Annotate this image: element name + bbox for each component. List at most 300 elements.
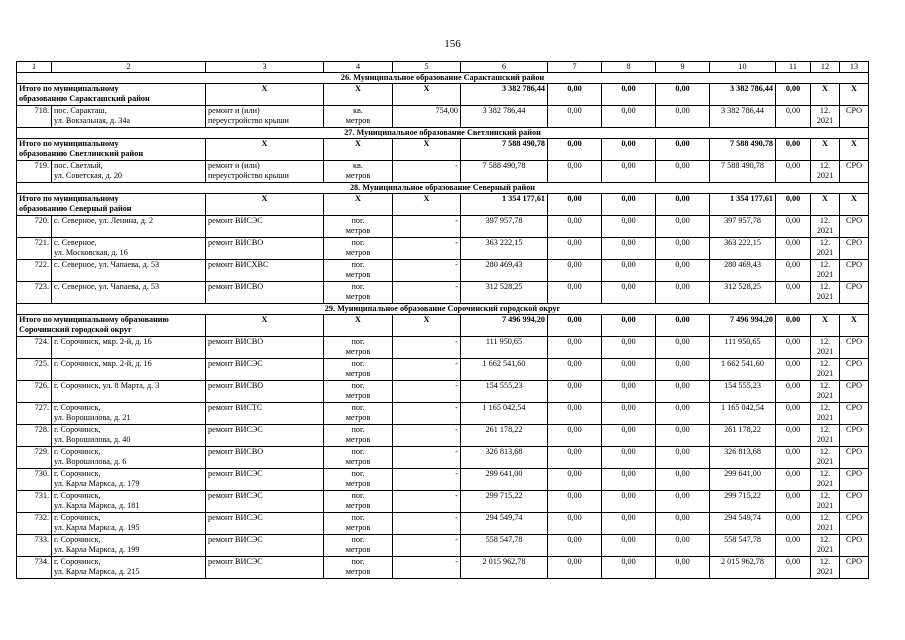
row-fund: 0,00 bbox=[548, 216, 602, 238]
column-number: 1 bbox=[17, 62, 52, 73]
row-owners: 294 549,74 bbox=[710, 513, 776, 535]
table-row bbox=[17, 491, 869, 513]
row-cost: 294 549,74 bbox=[461, 513, 548, 535]
row-deadline-line1: 12. bbox=[819, 106, 831, 115]
row-deadline bbox=[811, 238, 840, 260]
row-unit-line1: пог. bbox=[351, 535, 365, 544]
row-owners: 3 382 786,44 bbox=[710, 106, 776, 128]
row-address bbox=[52, 216, 206, 238]
total-fund: 0,00 bbox=[548, 315, 602, 337]
row-local: 0,00 bbox=[656, 238, 710, 260]
row-fund: 0,00 bbox=[548, 359, 602, 381]
row-address bbox=[52, 535, 206, 557]
row-address bbox=[52, 106, 206, 128]
row-unit bbox=[324, 106, 393, 128]
row-work-type-line1: ремонт ВИСЭС bbox=[208, 491, 263, 500]
row-address bbox=[52, 425, 206, 447]
row-deadline-line2: 2021 bbox=[816, 292, 834, 301]
row-address-line2: ул. Карла Маркса, д. 215 bbox=[54, 567, 140, 576]
row-deadline-line2: 2021 bbox=[816, 171, 834, 180]
total-method: X bbox=[840, 315, 869, 337]
row-other: 0,00 bbox=[776, 238, 811, 260]
row-method: СРО bbox=[840, 535, 869, 557]
total-unit: X bbox=[324, 139, 393, 161]
table-row bbox=[17, 557, 869, 579]
row-work-type bbox=[206, 260, 324, 282]
row-number: 725. bbox=[17, 359, 52, 381]
row-cost: 397 957,78 bbox=[461, 216, 548, 238]
row-regional: 0,00 bbox=[602, 216, 656, 238]
table-row bbox=[17, 381, 869, 403]
total-owners: 3 382 786,44 bbox=[710, 84, 776, 106]
row-regional: 0,00 bbox=[602, 238, 656, 260]
total-cost: 3 382 786,44 bbox=[461, 84, 548, 106]
row-work-type-line1: ремонт ВИСВО bbox=[208, 337, 264, 346]
row-other: 0,00 bbox=[776, 469, 811, 491]
row-deadline-line2: 2021 bbox=[816, 501, 834, 510]
row-work-type-line1: ремонт ВИСВО bbox=[208, 282, 264, 291]
row-address-line1: г. Сорочинск, bbox=[54, 403, 101, 412]
row-other: 0,00 bbox=[776, 557, 811, 579]
row-address-line2: ул. Вокзальная, д. 34а bbox=[54, 116, 131, 125]
row-fund: 0,00 bbox=[548, 425, 602, 447]
total-volume: X bbox=[393, 139, 461, 161]
row-owners: 326 813,68 bbox=[710, 447, 776, 469]
row-unit-line2: метров bbox=[345, 479, 371, 488]
row-volume: - bbox=[393, 216, 461, 238]
total-work: X bbox=[206, 139, 324, 161]
row-method: СРО bbox=[840, 381, 869, 403]
row-unit bbox=[324, 337, 393, 359]
row-fund: 0,00 bbox=[548, 238, 602, 260]
row-unit-line2: метров bbox=[345, 413, 371, 422]
row-regional: 0,00 bbox=[602, 161, 656, 183]
row-unit-line2: метров bbox=[345, 226, 371, 235]
section-title-row bbox=[17, 73, 869, 84]
row-address-line2: ул. Советская, д. 20 bbox=[54, 171, 123, 180]
total-deadline: X bbox=[811, 139, 840, 161]
row-unit-line1: пог. bbox=[351, 337, 365, 346]
row-address-line1: с. Северное, ул. Ленина, д. 2 bbox=[54, 216, 154, 225]
row-deadline-line1: 12. bbox=[819, 513, 831, 522]
row-owners: 280 469,43 bbox=[710, 260, 776, 282]
row-address-line1: с. Северное, ул. Чапаева, д. 53 bbox=[54, 282, 160, 291]
row-fund: 0,00 bbox=[548, 403, 602, 425]
row-local: 0,00 bbox=[656, 469, 710, 491]
total-name bbox=[17, 315, 206, 337]
row-number: 720. bbox=[17, 216, 52, 238]
row-other: 0,00 bbox=[776, 216, 811, 238]
row-method: СРО bbox=[840, 106, 869, 128]
row-cost: 299 715,22 bbox=[461, 491, 548, 513]
total-volume: X bbox=[393, 194, 461, 216]
row-unit-line2: метров bbox=[345, 270, 371, 279]
row-address-line2: ул. Карла Маркса, д. 195 bbox=[54, 523, 140, 532]
row-address bbox=[52, 381, 206, 403]
row-fund: 0,00 bbox=[548, 106, 602, 128]
total-owners: 1 354 177,61 bbox=[710, 194, 776, 216]
table-row bbox=[17, 425, 869, 447]
row-unit-line1: пог. bbox=[351, 513, 365, 522]
row-work-type-line1: ремонт ВИСЭС bbox=[208, 557, 263, 566]
column-number: 13 bbox=[840, 62, 869, 73]
row-deadline-line1: 12. bbox=[819, 359, 831, 368]
row-volume: - bbox=[393, 238, 461, 260]
row-work-type-line1: ремонт ВИСВО bbox=[208, 381, 264, 390]
row-unit-line1: пог. bbox=[351, 359, 365, 368]
row-work-type bbox=[206, 359, 324, 381]
row-owners: 312 528,25 bbox=[710, 282, 776, 304]
row-other: 0,00 bbox=[776, 491, 811, 513]
row-regional: 0,00 bbox=[602, 282, 656, 304]
row-work-type-line1: ремонт ВИСТС bbox=[208, 403, 263, 412]
row-deadline-line1: 12. bbox=[819, 491, 831, 500]
total-regional: 0,00 bbox=[602, 139, 656, 161]
row-address-line1: с. Северное, bbox=[54, 238, 97, 247]
row-number: 724. bbox=[17, 337, 52, 359]
row-address bbox=[52, 513, 206, 535]
row-other: 0,00 bbox=[776, 337, 811, 359]
total-deadline: X bbox=[811, 194, 840, 216]
row-deadline-line2: 2021 bbox=[816, 567, 834, 576]
row-owners: 1 165 042,54 bbox=[710, 403, 776, 425]
row-address bbox=[52, 260, 206, 282]
row-volume: - bbox=[393, 491, 461, 513]
row-deadline bbox=[811, 359, 840, 381]
row-cost: 7 588 490,78 bbox=[461, 161, 548, 183]
column-number: 10 bbox=[710, 62, 776, 73]
row-volume: - bbox=[393, 425, 461, 447]
row-cost: 326 813,68 bbox=[461, 447, 548, 469]
table-row bbox=[17, 106, 869, 128]
row-address bbox=[52, 282, 206, 304]
row-address-line1: г. Сорочинск, bbox=[54, 447, 101, 456]
row-local: 0,00 bbox=[656, 381, 710, 403]
page-number: 156 bbox=[444, 38, 461, 50]
row-unit-line2: метров bbox=[345, 116, 371, 125]
row-work-type bbox=[206, 557, 324, 579]
row-deadline-line2: 2021 bbox=[816, 479, 834, 488]
column-number: 3 bbox=[206, 62, 324, 73]
row-unit bbox=[324, 425, 393, 447]
row-address-line1: г. Сорочинск, ул. 8 Марта, д. 3 bbox=[54, 381, 160, 390]
row-method: СРО bbox=[840, 469, 869, 491]
table-row bbox=[17, 337, 869, 359]
row-address bbox=[52, 447, 206, 469]
row-deadline-line1: 12. bbox=[819, 337, 831, 346]
row-volume: - bbox=[393, 337, 461, 359]
row-owners: 154 555,23 bbox=[710, 381, 776, 403]
table-row bbox=[17, 238, 869, 260]
total-local: 0,00 bbox=[656, 315, 710, 337]
total-name-line1: Итого по муниципальному bbox=[19, 194, 119, 203]
row-volume: - bbox=[393, 447, 461, 469]
row-volume: 754,00 bbox=[393, 106, 461, 128]
total-work: X bbox=[206, 194, 324, 216]
total-other: 0,00 bbox=[776, 139, 811, 161]
row-other: 0,00 bbox=[776, 425, 811, 447]
row-other: 0,00 bbox=[776, 535, 811, 557]
row-local: 0,00 bbox=[656, 337, 710, 359]
section-title: 26. Муниципальное образование Саракташский район bbox=[17, 73, 869, 84]
row-cost: 363 222,15 bbox=[461, 238, 548, 260]
row-method: СРО bbox=[840, 238, 869, 260]
total-regional: 0,00 bbox=[602, 315, 656, 337]
row-deadline-line2: 2021 bbox=[816, 523, 834, 532]
row-unit bbox=[324, 260, 393, 282]
column-number: 11 bbox=[776, 62, 811, 73]
row-work-type bbox=[206, 337, 324, 359]
total-name bbox=[17, 84, 206, 106]
row-local: 0,00 bbox=[656, 447, 710, 469]
row-deadline bbox=[811, 161, 840, 183]
total-fund: 0,00 bbox=[548, 139, 602, 161]
row-unit-line1: пог. bbox=[351, 260, 365, 269]
row-regional: 0,00 bbox=[602, 403, 656, 425]
row-unit-line2: метров bbox=[345, 523, 371, 532]
row-work-type bbox=[206, 216, 324, 238]
row-number: 727. bbox=[17, 403, 52, 425]
column-number: 9 bbox=[656, 62, 710, 73]
row-method: СРО bbox=[840, 491, 869, 513]
total-other: 0,00 bbox=[776, 315, 811, 337]
row-volume: - bbox=[393, 260, 461, 282]
row-unit bbox=[324, 535, 393, 557]
row-cost: 154 555,23 bbox=[461, 381, 548, 403]
row-regional: 0,00 bbox=[602, 425, 656, 447]
row-deadline-line1: 12. bbox=[819, 260, 831, 269]
row-work-type bbox=[206, 447, 324, 469]
row-deadline-line2: 2021 bbox=[816, 226, 834, 235]
table-row bbox=[17, 403, 869, 425]
total-name-line1: Итого по муниципальному bbox=[19, 139, 119, 148]
row-other: 0,00 bbox=[776, 403, 811, 425]
row-unit-line2: метров bbox=[345, 347, 371, 356]
total-row bbox=[17, 84, 869, 106]
total-unit: X bbox=[324, 194, 393, 216]
section-title: 27. Муниципальное образование Светлинский район bbox=[17, 128, 869, 139]
row-deadline-line2: 2021 bbox=[816, 457, 834, 466]
total-name-line2: образованию Северный район bbox=[19, 204, 132, 213]
row-local: 0,00 bbox=[656, 491, 710, 513]
row-owners: 2 015 962,78 bbox=[710, 557, 776, 579]
total-local: 0,00 bbox=[656, 139, 710, 161]
row-volume: - bbox=[393, 535, 461, 557]
row-fund: 0,00 bbox=[548, 513, 602, 535]
row-fund: 0,00 bbox=[548, 161, 602, 183]
section-title: 28. Муниципальное образование Северный район bbox=[17, 183, 869, 194]
total-volume: X bbox=[393, 84, 461, 106]
row-address-line2: ул. Карла Маркса, д. 179 bbox=[54, 479, 140, 488]
column-number: 8 bbox=[602, 62, 656, 73]
row-method: СРО bbox=[840, 161, 869, 183]
row-deadline bbox=[811, 535, 840, 557]
row-owners: 558 547,78 bbox=[710, 535, 776, 557]
table-row bbox=[17, 216, 869, 238]
row-method: СРО bbox=[840, 557, 869, 579]
row-regional: 0,00 bbox=[602, 337, 656, 359]
row-number: 722. bbox=[17, 260, 52, 282]
row-unit-line2: метров bbox=[345, 457, 371, 466]
total-method: X bbox=[840, 84, 869, 106]
row-volume: - bbox=[393, 513, 461, 535]
row-work-type-line1: ремонт и (или) bbox=[208, 161, 260, 170]
row-volume: - bbox=[393, 381, 461, 403]
total-name bbox=[17, 194, 206, 216]
table-row bbox=[17, 535, 869, 557]
row-deadline bbox=[811, 513, 840, 535]
row-work-type-line2: переустройство крыши bbox=[208, 116, 289, 125]
section-title-row bbox=[17, 128, 869, 139]
row-deadline-line1: 12. bbox=[819, 403, 831, 412]
total-deadline: X bbox=[811, 84, 840, 106]
row-deadline bbox=[811, 106, 840, 128]
row-address bbox=[52, 403, 206, 425]
row-volume: - bbox=[393, 359, 461, 381]
row-regional: 0,00 bbox=[602, 106, 656, 128]
row-local: 0,00 bbox=[656, 260, 710, 282]
row-number: 718. bbox=[17, 106, 52, 128]
table-row bbox=[17, 260, 869, 282]
row-owners: 299 641,00 bbox=[710, 469, 776, 491]
row-unit-line2: метров bbox=[345, 501, 371, 510]
row-address bbox=[52, 161, 206, 183]
row-work-type-line1: ремонт ВИСЭС bbox=[208, 425, 263, 434]
row-unit bbox=[324, 469, 393, 491]
row-deadline bbox=[811, 491, 840, 513]
row-method: СРО bbox=[840, 282, 869, 304]
row-cost: 312 528,25 bbox=[461, 282, 548, 304]
row-number: 731. bbox=[17, 491, 52, 513]
row-deadline-line2: 2021 bbox=[816, 248, 834, 257]
row-fund: 0,00 bbox=[548, 337, 602, 359]
row-regional: 0,00 bbox=[602, 381, 656, 403]
row-address bbox=[52, 337, 206, 359]
total-deadline: X bbox=[811, 315, 840, 337]
row-local: 0,00 bbox=[656, 403, 710, 425]
row-number: 730. bbox=[17, 469, 52, 491]
row-unit bbox=[324, 216, 393, 238]
row-deadline-line2: 2021 bbox=[816, 347, 834, 356]
row-deadline bbox=[811, 381, 840, 403]
total-volume: X bbox=[393, 315, 461, 337]
row-regional: 0,00 bbox=[602, 557, 656, 579]
row-unit-line2: метров bbox=[345, 545, 371, 554]
row-work-type bbox=[206, 425, 324, 447]
row-other: 0,00 bbox=[776, 106, 811, 128]
row-deadline bbox=[811, 260, 840, 282]
row-deadline-line2: 2021 bbox=[816, 391, 834, 400]
row-deadline bbox=[811, 425, 840, 447]
row-deadline-line1: 12. bbox=[819, 425, 831, 434]
row-unit-line2: метров bbox=[345, 369, 371, 378]
row-deadline bbox=[811, 216, 840, 238]
row-deadline bbox=[811, 469, 840, 491]
row-owners: 111 950,65 bbox=[710, 337, 776, 359]
row-deadline-line2: 2021 bbox=[816, 435, 834, 444]
row-work-type bbox=[206, 106, 324, 128]
row-owners: 261 178,22 bbox=[710, 425, 776, 447]
row-deadline-line1: 12. bbox=[819, 282, 831, 291]
total-other: 0,00 bbox=[776, 194, 811, 216]
row-method: СРО bbox=[840, 425, 869, 447]
row-address-line1: г. Сорочинск, мкр. 2-й, д. 16 bbox=[54, 337, 152, 346]
row-address-line1: пос. Светлый, bbox=[54, 161, 103, 170]
row-unit-line1: пог. bbox=[351, 557, 365, 566]
row-volume: - bbox=[393, 161, 461, 183]
row-unit bbox=[324, 557, 393, 579]
row-method: СРО bbox=[840, 337, 869, 359]
row-cost: 2 015 962,78 bbox=[461, 557, 548, 579]
row-unit bbox=[324, 403, 393, 425]
row-cost: 111 950,65 bbox=[461, 337, 548, 359]
row-unit-line1: кв. bbox=[353, 161, 363, 170]
row-unit-line2: метров bbox=[345, 171, 371, 180]
column-number: 5 bbox=[393, 62, 461, 73]
row-work-type bbox=[206, 381, 324, 403]
row-volume: - bbox=[393, 403, 461, 425]
row-deadline bbox=[811, 447, 840, 469]
row-address-line1: г. Сорочинск, bbox=[54, 491, 101, 500]
total-unit: X bbox=[324, 315, 393, 337]
row-address-line1: г. Сорочинск, bbox=[54, 425, 101, 434]
row-address bbox=[52, 557, 206, 579]
row-cost: 3 382 786,44 bbox=[461, 106, 548, 128]
total-other: 0,00 bbox=[776, 84, 811, 106]
row-work-type-line1: ремонт ВИСЭС bbox=[208, 535, 263, 544]
row-unit-line2: метров bbox=[345, 567, 371, 576]
row-address-line1: с. Северное, ул. Чапаева, д. 53 bbox=[54, 260, 160, 269]
row-address-line1: г. Сорочинск, bbox=[54, 513, 101, 522]
row-cost: 1 662 541,60 bbox=[461, 359, 548, 381]
row-unit-line1: пог. bbox=[351, 381, 365, 390]
row-unit-line1: пог. bbox=[351, 282, 365, 291]
total-name-line2: образованию Светлинский район bbox=[19, 149, 144, 158]
row-work-type bbox=[206, 238, 324, 260]
total-owners: 7 496 994,20 bbox=[710, 315, 776, 337]
row-fund: 0,00 bbox=[548, 469, 602, 491]
table-row bbox=[17, 447, 869, 469]
row-work-type bbox=[206, 161, 324, 183]
row-cost: 1 165 042,54 bbox=[461, 403, 548, 425]
row-other: 0,00 bbox=[776, 282, 811, 304]
row-unit-line1: пог. bbox=[351, 425, 365, 434]
row-unit bbox=[324, 282, 393, 304]
total-cost: 1 354 177,61 bbox=[461, 194, 548, 216]
row-fund: 0,00 bbox=[548, 447, 602, 469]
row-local: 0,00 bbox=[656, 282, 710, 304]
total-work: X bbox=[206, 315, 324, 337]
row-regional: 0,00 bbox=[602, 447, 656, 469]
row-address-line2: ул. Карла Маркса, д. 181 bbox=[54, 501, 140, 510]
row-unit bbox=[324, 238, 393, 260]
row-address-line2: ул. Ворошилова, д. 6 bbox=[54, 457, 127, 466]
total-name-line2: образованию Саракташский район bbox=[19, 94, 150, 103]
row-method: СРО bbox=[840, 260, 869, 282]
row-unit bbox=[324, 491, 393, 513]
row-deadline-line2: 2021 bbox=[816, 413, 834, 422]
section-title-row bbox=[17, 304, 869, 315]
row-regional: 0,00 bbox=[602, 513, 656, 535]
column-number: 6 bbox=[461, 62, 548, 73]
row-regional: 0,00 bbox=[602, 469, 656, 491]
total-owners: 7 588 490,78 bbox=[710, 139, 776, 161]
row-deadline-line1: 12. bbox=[819, 447, 831, 456]
row-local: 0,00 bbox=[656, 106, 710, 128]
table-row bbox=[17, 469, 869, 491]
row-volume: - bbox=[393, 557, 461, 579]
row-local: 0,00 bbox=[656, 535, 710, 557]
